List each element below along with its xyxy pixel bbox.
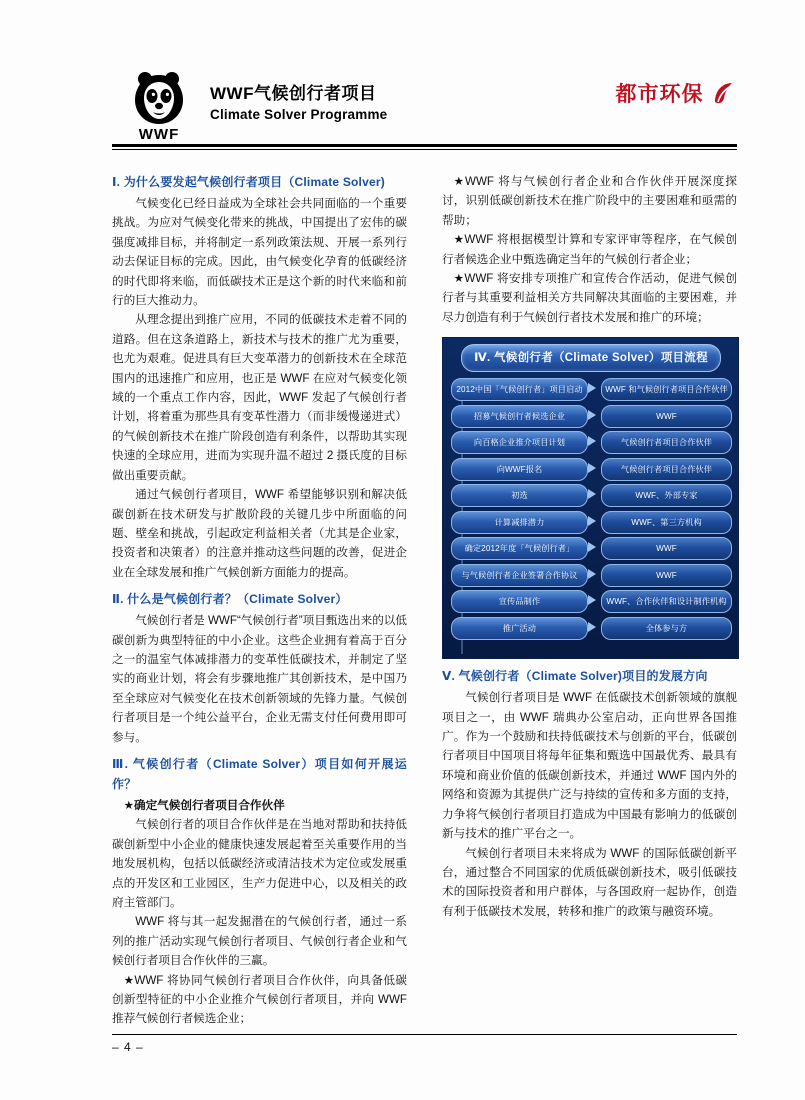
flow-row: [443, 484, 738, 505]
flow-diagram-title: Ⅳ. 气候创行者（Climate Solver）项目流程: [461, 344, 721, 372]
arrow-right-icon: [588, 595, 596, 605]
flow-actor: WWF: [601, 405, 732, 428]
flow-step: 确定2012年度「气候创行者」: [451, 537, 588, 560]
paragraph: 气候创行者是 WWF“气候创行者”项目甄选出来的以低碳创新为典型特征的中小企业。这些企业拥有着高于百分之一的温室气体减排潜力的变革性低碳技术，并制定了坚实的商业计划，将会有步骤地推广其创新技术，是中国乃至全球应对气候变化在技术创新领域的先锋力量。气候创行者项目是一个纯公益平台，企业无需支付任何费用即可参与。: [112, 614, 407, 744]
bullet-paragraph: ★WWF 将根据模型计算和专家评审等程序，在气候创行者候选企业中甄选确定当年的气候创行者企业；: [442, 233, 737, 266]
section-heading-1: Ⅰ. 为什么要发起气候创行者项目（Climate Solver): [112, 175, 385, 189]
footer-divider: [112, 1034, 737, 1035]
paragraph: 气候创行者项目是 WWF 在低碳技术创新领域的旗舰项目之一，由 WWF 瑞典办公室启动，正向世界各国推广。作为一个鼓励和扶持低碳技术与创新的平台，低碳创行者项目中国项目将每年征集和甄选中国最优秀、最具有环境和商业价值的低碳创新技术，并通过 WWF 国内外的网络和资源为其提供广泛与持续的宣传和多方面的支持，力争将气候创行者项目打造成为中国最有影响力的低碳创新与技术的推广平台之一。: [442, 691, 737, 841]
page-number: – 4 –: [112, 1040, 144, 1054]
paragraph: 从理念提出到推广应用，不同的低碳技术走着不同的道路。但在这条道路上，新技术与技术的推广尤为重要，也尤为艰难。促进具有巨大变革潜力的创新技术在全球范围内的迅速推广和应用，也正是 WWF 在应对气候变化领域的一个重点工作内容，因此，WWF 发起了气候创行者计划，将着重为那些具有变革性潜力（而非缓慢递进式）的气候创新技术在推广阶段创造有利条件，以帮助其实现快速的全球应用，进而为实现升温不超过 2 摄氏度的目标做出重要贡献。: [112, 313, 407, 482]
flow-actor: WWF、外部专家: [601, 484, 732, 507]
paragraph: 气候创行者项目未来将成为 WWF 的国际低碳创新平台，通过整合不同国家的优质低碳创新技术，吸引低碳技术的国际投资者和用户群体，与各国政府一起协作，创造有利于低碳技术发展，转移和推广的政策与融资环境。: [442, 846, 737, 918]
bullet-paragraph: ★WWF 将与气候创行者企业和合作伙伴开展深度探讨，识别低碳创新技术在推广阶段中的主要困难和亟需的帮助；: [442, 175, 737, 227]
page-header: [112, 70, 737, 142]
flow-actor: WWF: [601, 564, 732, 587]
flow-actor: 气候创行者项目合作伙伴: [601, 458, 732, 481]
arrow-right-icon: [588, 436, 596, 446]
publisher-brand: [616, 78, 737, 108]
arrow-right-icon: [588, 622, 596, 632]
publisher-brand-label: 都市环保: [615, 83, 704, 106]
header-divider: [112, 144, 737, 147]
header-title-en: Climate Solver Programme: [210, 107, 388, 122]
wwf-wordmark: WWF: [138, 126, 180, 143]
flow-row: [443, 405, 738, 426]
arrow-right-icon: [588, 463, 596, 473]
flow-step: 计算减排潜力: [451, 511, 588, 534]
arrow-right-icon: [588, 383, 596, 393]
section-heading-2: Ⅱ. 什么是气候创行者？（Climate Solver）: [112, 592, 348, 607]
left-column: [112, 172, 407, 1029]
flow-row: [443, 590, 738, 611]
paragraph: 通过气候创行者项目，WWF 希望能够识别和解决低碳创新在技术研发与扩散阶段的关键几步中所面临的问题、壁垒和挑战，引起政定利益相关者（尤其是企业家，投资者和决策者）的注意并推动这些问题的改善，促进企业在全球发展和推广气候创新方面能力的提高。: [112, 488, 407, 579]
section-heading-3: Ⅲ. 气候创行者（Climate Solver）项目如何开展运作？: [112, 756, 407, 791]
flow-step: 宣传品制作: [451, 590, 588, 613]
flow-row: [443, 564, 738, 585]
flow-step: 向WWF报名: [451, 458, 588, 481]
flow-step: 招募气候创行者候选企业: [451, 405, 588, 428]
paragraph: 气候创行者的项目合作伙伴是在当地对帮助和扶持低碳创新型中小企业的健康快速发展起着至关重要作用的当地发展机构，包括以低碳经济或清洁技术为定位或发展重点的开发区和工业园区，生产力促进中心，以及相关的政府主管部门。: [112, 818, 407, 909]
flow-row: [443, 617, 738, 638]
flow-actor: WWF 和气候创行者项目合作伙伴: [601, 378, 732, 401]
flow-actor: WWF: [601, 537, 732, 560]
paragraph: 气候变化已经日益成为全球社会共同面临的一个重要挑战。为应对气候变化带来的挑战，中国提出了宏伟的碳强度减排目标，并将制定一系列政策法规、开展一系列行动去保证目标的完成。因此，由气候变化孕育的低碳经济的时代即将来临，而低碳技术正是这个新的时代来临和前行的巨大推动力。: [112, 197, 407, 308]
flow-step: 初选: [451, 484, 588, 507]
arrow-right-icon: [588, 410, 596, 420]
flow-step: 与气候创行者企业签署合作协议: [451, 564, 588, 587]
header-divider-thin: [112, 149, 737, 150]
header-titles: [210, 84, 387, 124]
subsection-heading: ★确定气候创行者项目合作伙伴: [123, 798, 285, 812]
swirl-icon: [711, 80, 737, 106]
section-heading-5: Ⅴ. 气候创行者（Climate Solver)项目的发展方向: [442, 669, 708, 684]
bullet-paragraph: ★WWF 将安排专项推广和宣传合作活动，促进气候创行者与其重要利益相关方共同解决其面临的主要困难，并尽力创造有利于气候创行者技术发展和推广的环境；: [442, 272, 737, 324]
arrow-right-icon: [588, 489, 596, 499]
bullet-paragraph: ★WWF 将协同气候创行者项目合作伙伴，向具备低碳创新型特征的中小企业推介气候创行者项目，并向 WWF 推荐气候创行者候选企业；: [112, 973, 407, 1026]
flow-actor: WWF、第三方机构: [601, 511, 732, 534]
right-column: [442, 172, 737, 921]
flow-actor: WWF、合作伙伴和设计制作机构: [601, 590, 732, 613]
flow-actor: 气候创行者项目合作伙伴: [601, 431, 732, 454]
flow-row: [443, 537, 738, 558]
arrow-right-icon: [588, 569, 596, 579]
flow-step: 2012中国「气候创行者」项目启动: [451, 378, 588, 401]
flow-step: 向百格企业推介项目计划: [451, 431, 588, 454]
flow-row: [443, 431, 738, 452]
flow-step: 推广活动: [451, 617, 588, 640]
flow-row: [443, 511, 738, 532]
flow-row: [443, 378, 738, 399]
process-flow-diagram: [442, 337, 739, 659]
flow-row: [443, 458, 738, 479]
header-title-cn: WWF气候创行者项目: [210, 84, 377, 103]
paragraph: WWF 将与其一起发掘潜在的气候创行者，通过一系列的推广活动实现气候创行者项目、气候创行者企业和气候创行者项目合作伙伴的三赢。: [112, 915, 407, 968]
flow-actor: 全体参与方: [601, 617, 732, 640]
flow-rows: [443, 378, 738, 643]
arrow-right-icon: [588, 542, 596, 552]
arrow-right-icon: [588, 516, 596, 526]
